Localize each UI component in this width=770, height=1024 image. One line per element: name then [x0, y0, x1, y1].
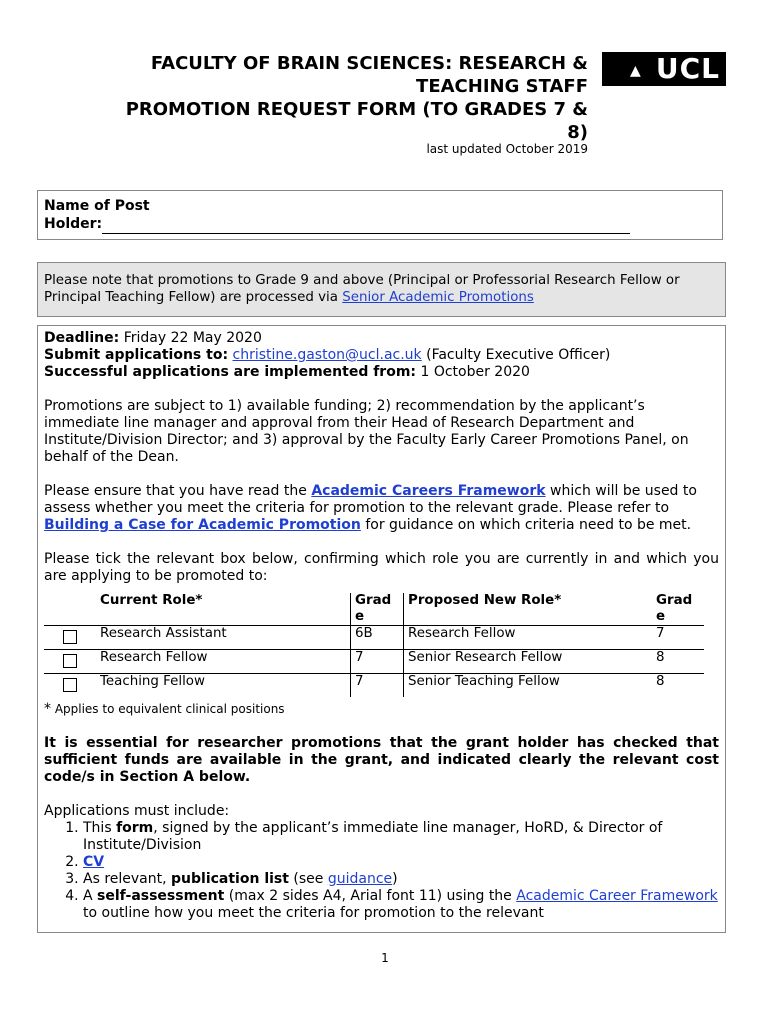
table-row: Research Assistant 6B Research Fellow 7	[44, 626, 704, 650]
page-number: 1	[381, 951, 389, 965]
current-role-header: Current Role*	[100, 593, 203, 608]
submit-email-link[interactable]: christine.gaston@ucl.ac.uk	[232, 347, 422, 363]
table-row: Teaching Fellow 7 Senior Teaching Fellow 8	[44, 674, 704, 698]
tick-instructions: Please tick the relevant box below, confirming which role you are currently in and which you are applying to be promoted to:	[44, 551, 719, 584]
list-item: 3. As relevant, publication list (see guidance)	[83, 871, 719, 888]
last-updated: last updated October 2019	[426, 142, 588, 156]
form-title: FACULTY OF BRAIN SCIENCES: RESEARCH & TEACHING STAFF PROMOTION REQUEST FORM (TO GRADES 7 & 8)	[125, 53, 588, 143]
proposed-role-header: Proposed New Role*	[404, 593, 653, 626]
senior-promotions-note: Please note that promotions to Grade 9 and above (Principal or Professorial Research Fellow or Principal Teaching Fellow) are processed via Senior Academic Promotions	[37, 262, 726, 317]
ucl-logo: ▲ UCL	[602, 52, 726, 86]
role-checkbox[interactable]	[63, 630, 77, 644]
framework-paragraph: Please ensure that you have read the Academic Careers Framework which will be used to assess whether you meet the criteria for promotion to the relevant grade. Please refer to Building a Case for Academic Promotion for guidance on which criteria need to be met.	[44, 483, 697, 533]
role-checkbox[interactable]	[63, 654, 77, 668]
funding-paragraph: Promotions are subject to 1) available funding; 2) recommendation by the applicant’s immediate line manager and approval from their Head of Research Department and Institute/Division Director; and 3) approval by the Faculty Early Career Promotions Panel, on behalf of the Dean.	[44, 398, 689, 465]
building-a-case-link[interactable]: Building a Case for Academic Promotion	[44, 517, 361, 533]
instructions-box: Deadline: Friday 22 May 2020 Submit applications to: christine.gaston@ucl.ac.uk (Faculty Executive Officer) Successful applications are implemented from: 1 October 2020 Promotions are subject to 1) available funding; 2) recommendation by the applicant’s immediate line manager and approval from their Head of Research Department and Institute/Division Director; and 3) approval by the Faculty Early Career Promotions Panel, on behalf of the Dean. Please ensure that you have read the Academic Careers Framework which will be used to assess whether you meet the criteria for promotion to the relevant grade. Please refer to Building a Case for Academic Promotion for guidance on which criteria need to be met. Please tick the relevant box below, confirming which role you are currently in and which you are applying to be promoted to: Current Role* Grad e Proposed New Role* Grad e Research Assistant 6B Research Fellow 7 Research Fellow 7 Senior Research Fellow 8 Teaching Fellow 7 Senior Teaching Fellow 8 * Applies to equivalent clinical positions It is essential for researcher promotions that the grant holder has checked that sufficient funds are available in the grant, and indicated clearly the relevant cost code/s in Section A below. Applications must include: 1. This form, signed by the applicant’s immediate line manager, HoRD, & Director of Institute/Division 2. CV 3. As relevant, publication list (see guidance) 4. A self-assessment (max 2 sides A4, Arial font 11) using the Academic Career Framework to outline how you meet the criteria for promotion to the relevant	[37, 325, 726, 933]
grade-header-proposed: Grad e	[656, 593, 693, 624]
essential-notice: It is essential for researcher promotions that the grant holder has checked that sufficient funds are available in the grant, and indicated clearly the relevant cost code/s in Section A below.	[44, 735, 719, 785]
cv-link[interactable]: CV	[83, 854, 105, 870]
academic-career-framework-link[interactable]: Academic Career Framework	[516, 888, 718, 904]
list-item: 4. A self-assessment (max 2 sides A4, Arial font 11) using the Academic Career Framework to outline how you meet the criteria for promotion to the relevant	[83, 888, 719, 922]
post-holder-input-line[interactable]	[102, 215, 630, 234]
grade-header-current: Grad e	[351, 593, 404, 626]
table-row: Research Fellow 7 Senior Research Fellow 8	[44, 650, 704, 674]
list-item	[83, 854, 719, 871]
portico-icon: ▲	[630, 63, 642, 79]
clinical-footnote: * Applies to equivalent clinical positions	[44, 701, 285, 717]
name-of-post-holder-box: Name of Post Holder:	[37, 190, 723, 240]
role-checkbox[interactable]	[63, 678, 77, 692]
academic-careers-framework-link[interactable]: Academic Careers Framework	[311, 483, 546, 499]
applications-list	[44, 820, 719, 922]
list-item: 1. This form, signed by the applicant’s immediate line manager, HoRD, & Director of Institute/Division	[83, 820, 719, 854]
guidance-link[interactable]: guidance	[327, 871, 393, 887]
roles-table	[44, 593, 704, 697]
applications-intro: Applications must include:	[44, 803, 230, 819]
senior-academic-promotions-link[interactable]: Senior Academic Promotions	[342, 290, 534, 305]
